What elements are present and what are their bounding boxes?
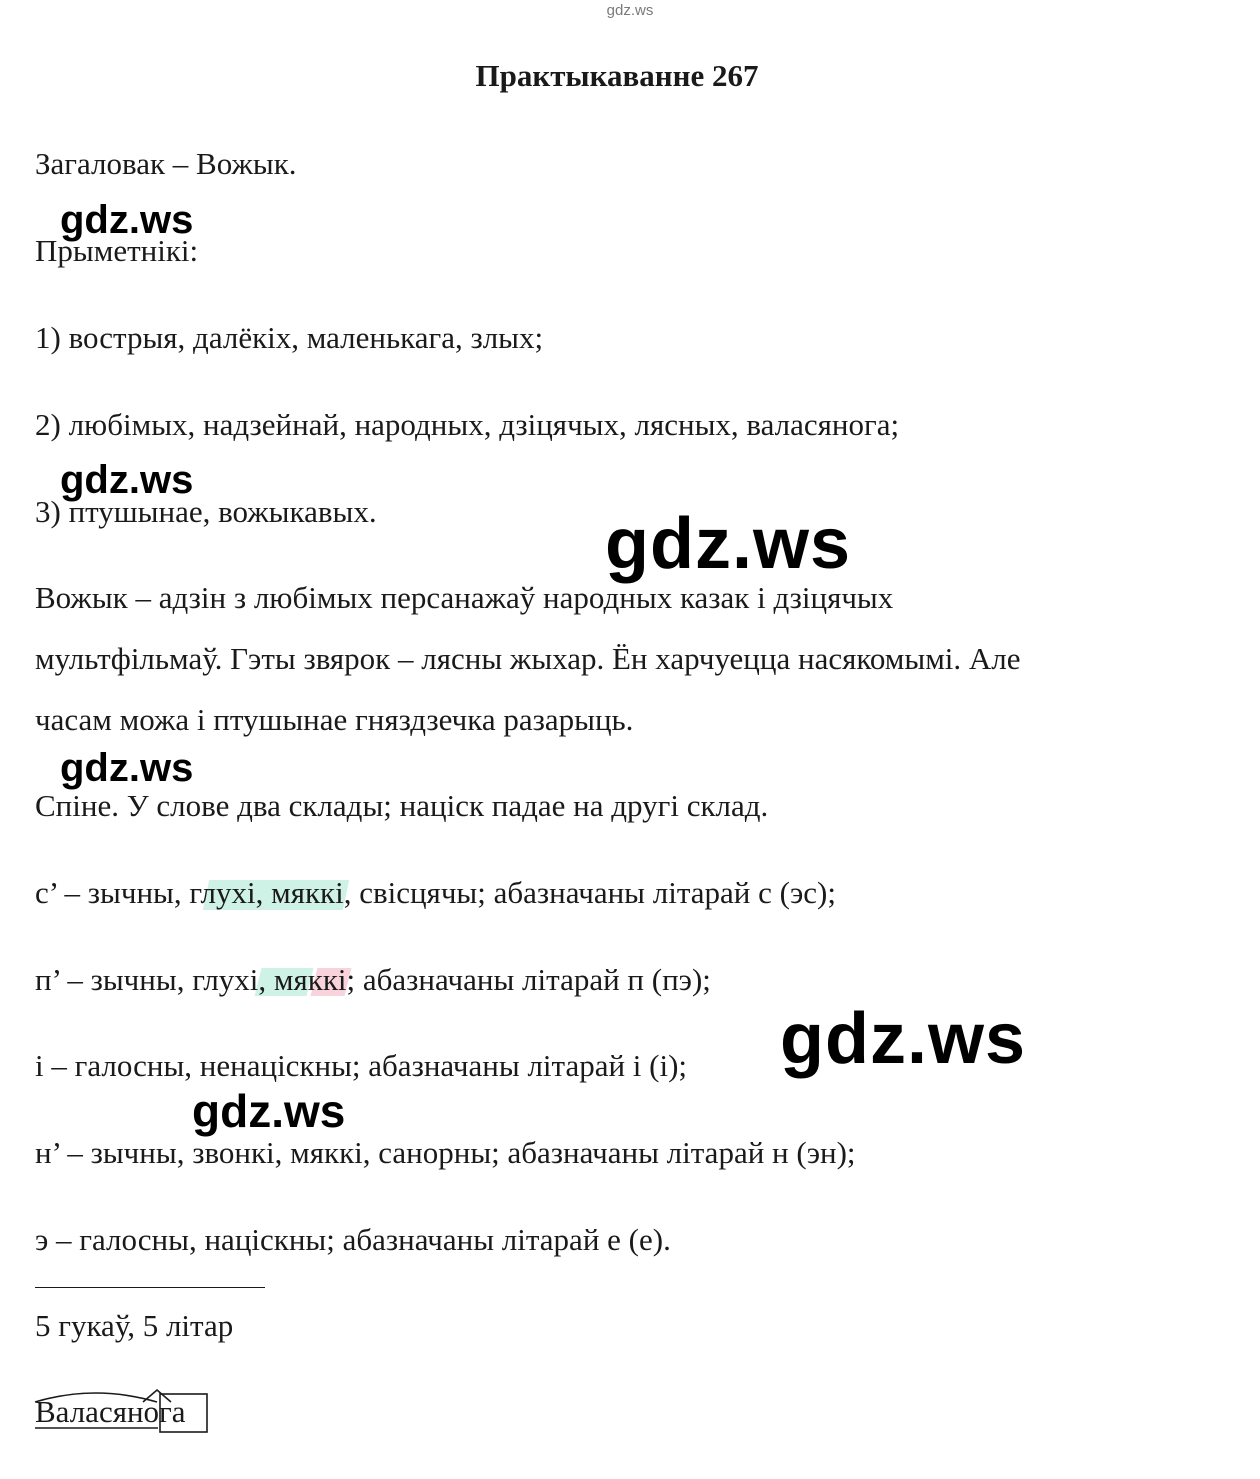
summary-line: 5 гукаў, 5 літар <box>35 1308 234 1343</box>
phonetic-row-e: э – галосны, націскны; абазначаны літарай е (е). <box>35 1222 671 1257</box>
watermark: gdz.ws <box>780 999 1027 1079</box>
page-title: Практыкаванне 267 <box>475 58 759 93</box>
paragraph-line-1: Вожык – адзін з любімых персанажаў народных казак і дзіцячых <box>35 580 894 615</box>
separator-rule <box>35 1287 265 1288</box>
paragraph-line-3: часам можа і птушынае гняздзечка разарыць. <box>35 702 634 737</box>
adjective-group-1: 1) вострыя, далёкіх, маленькага, злых; <box>35 320 544 355</box>
morpheme-analysis <box>33 1386 223 1436</box>
watermark: gdz.ws <box>192 1085 346 1137</box>
phonetic-row-s: с’ – зычны, глухі, мяккі, свісцячы; абазначаны літарай с (эс); <box>35 875 836 910</box>
watermark: gdz.ws <box>60 458 194 502</box>
phonetic-row-i: і – галосны, ненаціскны; абазначаны літарай і (і); <box>35 1048 688 1083</box>
ending-box-mark <box>160 1394 207 1432</box>
morpheme-marks <box>33 1386 223 1436</box>
paragraph-line-2: мультфільмаў. Гэты звярок – лясны жыхар. Ён харчуецца насякомымі. Але <box>35 641 1021 676</box>
adjective-group-2: 2) любімых, надзейнай, народных, дзіцячых, лясных, валасянога; <box>35 407 900 442</box>
root-arc-mark <box>35 1393 157 1402</box>
phonetic-intro: Спіне. У слове два склады; націск падае на другі склад. <box>35 788 769 823</box>
watermark: gdz.ws <box>60 746 194 790</box>
watermark: gdz.ws <box>60 198 194 242</box>
adjective-group-3: 3) птушынае, вожыкавых. <box>35 494 377 529</box>
site-mark: gdz.ws <box>606 2 654 19</box>
adjectives-label: Прыметнікі: <box>35 233 199 268</box>
phonetic-row-n: н’ – зычны, звонкі, мяккі, санорны; абазначаны літарай н (эн); <box>35 1135 856 1170</box>
phonetic-row-p: п’ – зычны, глухі, мяккі; абазначаны літарай п (пэ); <box>35 962 711 997</box>
watermark: gdz.ws <box>605 504 852 584</box>
morpheme-word: Валасянога <box>35 1394 186 1429</box>
heading-line: Загаловак – Вожык. <box>35 146 297 181</box>
